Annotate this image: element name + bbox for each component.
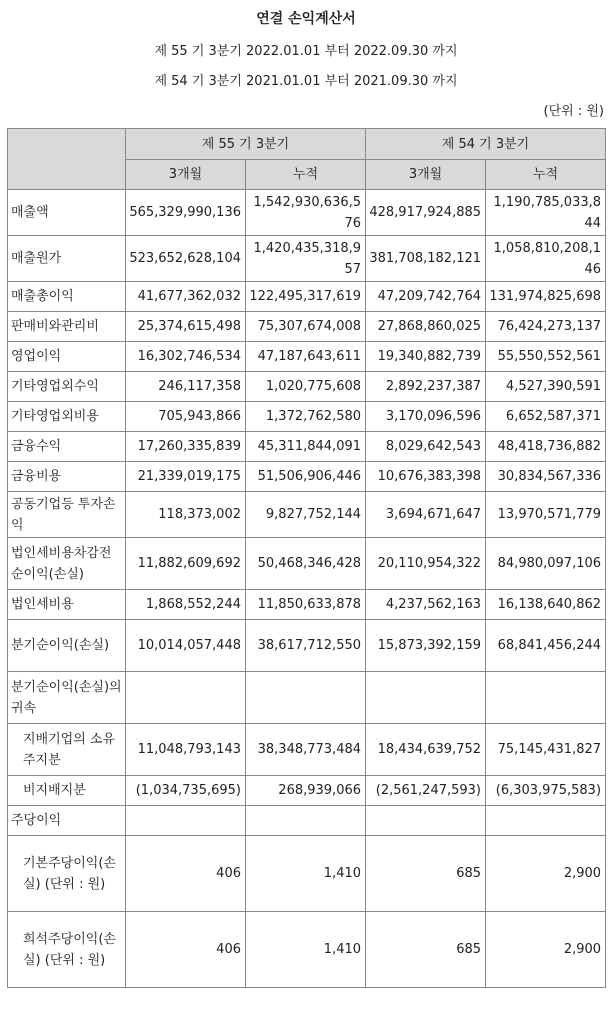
prior-cum-value: 4,527,390,591 [486, 372, 606, 402]
prior-3m-value: 685 [366, 836, 486, 912]
unit-label: (단위 : 원) [543, 104, 604, 119]
table-body [8, 190, 606, 988]
prior-3m-value: 18,434,639,752 [366, 724, 486, 776]
current-cum-value: 47,187,643,611 [246, 342, 366, 372]
prior-3m-value [366, 806, 486, 836]
table-row [8, 190, 606, 236]
current-cum-value: 38,617,712,550 [246, 620, 366, 672]
row-label: 기타영업외비용 [8, 402, 126, 432]
current-cum-value [246, 672, 366, 724]
row-label: 분기순이익(손실)의 귀속 [8, 672, 126, 724]
current-cum-value [246, 806, 366, 836]
table-row [8, 282, 606, 312]
row-label: 비지배지분 [8, 776, 126, 806]
prior-cum-value: 55,550,552,561 [486, 342, 606, 372]
row-label: 매출액 [8, 190, 126, 236]
row-label: 희석주당이익(손실) (단위 : 원) [8, 912, 126, 988]
row-label: 법인세비용차감전순이익(손실) [8, 538, 126, 590]
row-label: 주당이익 [8, 806, 126, 836]
prior-cum-value: 2,900 [486, 912, 606, 988]
current-cum-value: 1,410 [246, 836, 366, 912]
table-row [8, 402, 606, 432]
table-row [8, 724, 606, 776]
prior-3m-value: 10,676,383,398 [366, 462, 486, 492]
table-row [8, 776, 606, 806]
current-cum-value: 1,420,435,318,957 [246, 236, 366, 282]
prior-cum-value [486, 806, 606, 836]
prior-3m-value: 4,237,562,163 [366, 590, 486, 620]
row-label: 공동기업등 투자손익 [8, 492, 126, 538]
current-3m-value: 25,374,615,498 [126, 312, 246, 342]
prior-3m-value: 381,708,182,121 [366, 236, 486, 282]
current-3m-value: 41,677,362,032 [126, 282, 246, 312]
header-row-periods [8, 129, 606, 160]
table-row [8, 372, 606, 402]
table-row [8, 912, 606, 988]
prior-cum-value: 1,190,785,033,844 [486, 190, 606, 236]
current-3m-value: 17,260,335,839 [126, 432, 246, 462]
table-row [8, 590, 606, 620]
prior-3m-value: 2,892,237,387 [366, 372, 486, 402]
prior-cum-value: 13,970,571,779 [486, 492, 606, 538]
prior-3m-value: (2,561,247,593) [366, 776, 486, 806]
row-label: 금융비용 [8, 462, 126, 492]
header-current-period: 제 55 기 3분기 [126, 129, 366, 160]
prior-3m-value [366, 672, 486, 724]
prior-cum-value: 84,980,097,106 [486, 538, 606, 590]
prior-cum-value: 75,145,431,827 [486, 724, 606, 776]
current-cum-value: 45,311,844,091 [246, 432, 366, 462]
prior-cum-value: 16,138,640,862 [486, 590, 606, 620]
current-cum-value: 1,410 [246, 912, 366, 988]
header-prior-cum: 누적 [486, 160, 606, 190]
table-row [8, 342, 606, 372]
current-3m-value: 565,329,990,136 [126, 190, 246, 236]
row-label: 분기순이익(손실) [8, 620, 126, 672]
header-prior-3m: 3개월 [366, 160, 486, 190]
current-cum-value: 75,307,674,008 [246, 312, 366, 342]
prior-cum-value: 6,652,587,371 [486, 402, 606, 432]
current-3m-value: 406 [126, 836, 246, 912]
row-label: 기타영업외수익 [8, 372, 126, 402]
current-cum-value: 1,020,775,608 [246, 372, 366, 402]
current-cum-value: 50,468,346,428 [246, 538, 366, 590]
current-cum-value: 122,495,317,619 [246, 282, 366, 312]
current-3m-value: 16,302,746,534 [126, 342, 246, 372]
row-label: 금융수익 [8, 432, 126, 462]
prior-3m-value: 685 [366, 912, 486, 988]
header-label-cell [8, 129, 126, 190]
current-cum-value: 11,850,633,878 [246, 590, 366, 620]
table-row [8, 312, 606, 342]
table-row [8, 538, 606, 590]
row-label: 법인세비용 [8, 590, 126, 620]
row-label: 기본주당이익(손실) (단위 : 원) [8, 836, 126, 912]
current-cum-value: 9,827,752,144 [246, 492, 366, 538]
prior-3m-value: 3,694,671,647 [366, 492, 486, 538]
header-current-cum: 누적 [246, 160, 366, 190]
current-3m-value: 705,943,866 [126, 402, 246, 432]
current-3m-value [126, 672, 246, 724]
current-3m-value: 11,882,609,692 [126, 538, 246, 590]
prior-cum-value [486, 672, 606, 724]
prior-cum-value: (6,303,975,583) [486, 776, 606, 806]
current-3m-value: 21,339,019,175 [126, 462, 246, 492]
table-row [8, 672, 606, 724]
current-3m-value: 406 [126, 912, 246, 988]
current-3m-value: 11,048,793,143 [126, 724, 246, 776]
current-3m-value: 523,652,628,104 [126, 236, 246, 282]
table-row [8, 806, 606, 836]
current-cum-value: 268,939,066 [246, 776, 366, 806]
prior-3m-value: 3,170,096,596 [366, 402, 486, 432]
row-label: 매출원가 [8, 236, 126, 282]
current-3m-value: 246,117,358 [126, 372, 246, 402]
table-row [8, 836, 606, 912]
current-3m-value: 118,373,002 [126, 492, 246, 538]
prior-cum-value: 30,834,567,336 [486, 462, 606, 492]
prior-3m-value: 47,209,742,764 [366, 282, 486, 312]
current-3m-value [126, 806, 246, 836]
table-row [8, 492, 606, 538]
prior-cum-value: 131,974,825,698 [486, 282, 606, 312]
current-3m-value: 1,868,552,244 [126, 590, 246, 620]
prior-cum-value: 2,900 [486, 836, 606, 912]
prior-cum-value: 48,418,736,882 [486, 432, 606, 462]
period-prior: 제 54 기 3분기 2021.01.01 부터 2021.09.30 까지 [154, 74, 458, 89]
prior-cum-value: 1,058,810,208,146 [486, 236, 606, 282]
table-row [8, 620, 606, 672]
prior-3m-value: 8,029,642,543 [366, 432, 486, 462]
prior-3m-value: 20,110,954,322 [366, 538, 486, 590]
table-row [8, 236, 606, 282]
current-cum-value: 1,542,930,636,576 [246, 190, 366, 236]
income-statement-table [7, 128, 606, 988]
row-label: 영업이익 [8, 342, 126, 372]
statement-title: 연결 손익계산서 [256, 11, 356, 27]
current-cum-value: 1,372,762,580 [246, 402, 366, 432]
prior-3m-value: 27,868,860,025 [366, 312, 486, 342]
prior-3m-value: 15,873,392,159 [366, 620, 486, 672]
table-row [8, 462, 606, 492]
current-3m-value: 10,014,057,448 [126, 620, 246, 672]
prior-3m-value: 19,340,882,739 [366, 342, 486, 372]
table-row [8, 432, 606, 462]
current-3m-value: (1,034,735,695) [126, 776, 246, 806]
period-current: 제 55 기 3분기 2022.01.01 부터 2022.09.30 까지 [154, 44, 458, 59]
header-current-3m: 3개월 [126, 160, 246, 190]
current-cum-value: 38,348,773,484 [246, 724, 366, 776]
row-label: 판매비와관리비 [8, 312, 126, 342]
prior-3m-value: 428,917,924,885 [366, 190, 486, 236]
current-cum-value: 51,506,906,446 [246, 462, 366, 492]
row-label: 매출총이익 [8, 282, 126, 312]
row-label: 지배기업의 소유주지분 [8, 724, 126, 776]
header-prior-period: 제 54 기 3분기 [366, 129, 606, 160]
prior-cum-value: 76,424,273,137 [486, 312, 606, 342]
prior-cum-value: 68,841,456,244 [486, 620, 606, 672]
